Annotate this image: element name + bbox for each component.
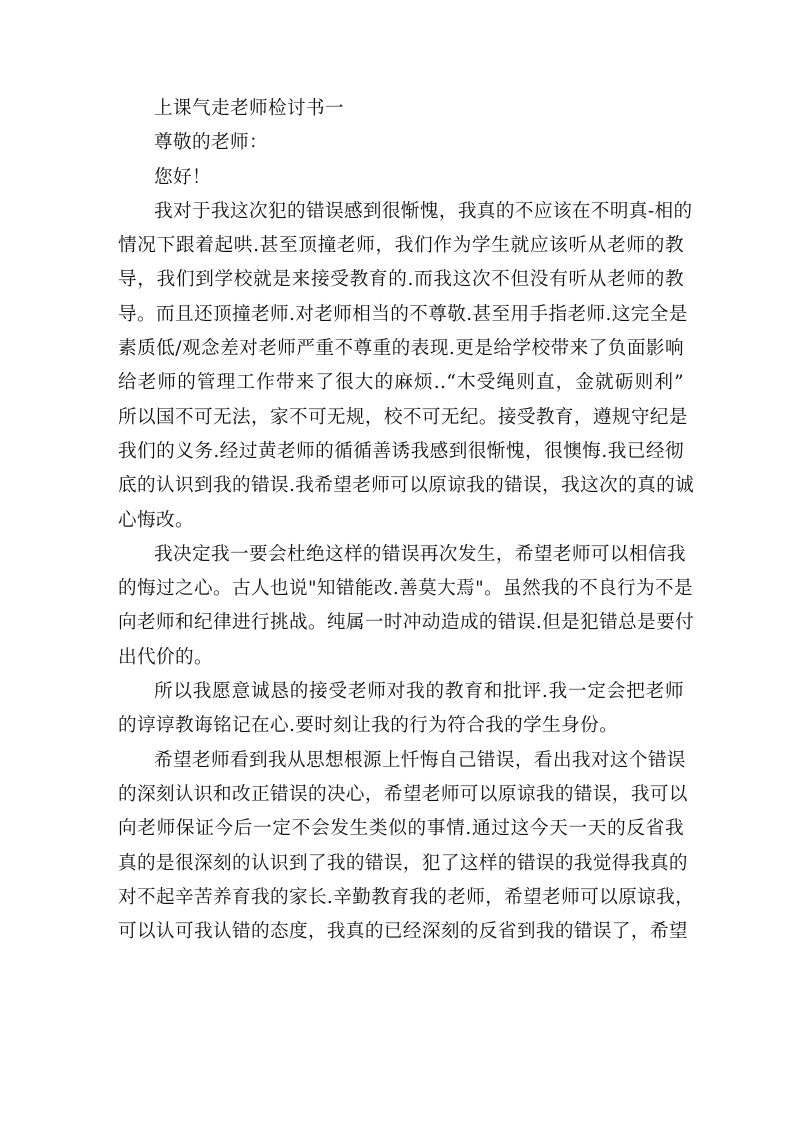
paragraph-line: 导。而且还顶撞老师.对老师相当的不尊敬.甚至用手指老师.这完全是 — [118, 303, 688, 325]
paragraph-line: 给老师的管理工作带来了很大的麻烦..“木受绳则直，金就砺则利” — [118, 372, 684, 394]
paragraph-4 — [118, 744, 695, 950]
paragraph-line: 向老师保证今后一定不会发生类似的事情.通过这今天一天的反省我 — [118, 818, 684, 840]
paragraph-line: 的谆谆教诲铭记在心.要时刻让我的行为符合我的学生身份。 — [118, 715, 619, 737]
paragraph-line: 出代价的。 — [118, 646, 213, 668]
paragraph-line: 对不起辛苦养育我的家长.辛勤教育我的老师，希望老师可以原谅我， — [118, 886, 695, 908]
document-title: 上课气走老师检讨书一 — [154, 98, 344, 119]
paragraph-line: 素质低/观念差对老师严重不尊重的表现.更是给学校带来了负面影响 — [118, 338, 684, 360]
paragraph-line: 所以我愿意诚恳的接受老师对我的教育和批评.我一定会把老师 — [154, 681, 684, 703]
paragraph-line: 我们的义务.经过黄老师的循循善诱我感到很惭愧，很懊悔.我已经彻 — [118, 440, 684, 462]
paragraph-line: 的深刻认识和改正错误的决心，希望老师可以原谅我的错误，我可以 — [118, 783, 688, 805]
paragraph-2 — [118, 538, 695, 675]
greeting: 您好！ — [154, 166, 211, 188]
paragraph-3 — [118, 675, 684, 744]
paragraph-line: 我决定我一要会杜绝这样的错误再次发生，希望老师可以相信我 — [154, 543, 686, 565]
paragraph-line: 向老师和纪律进行挑战。纯属一时冲动造成的错误.但是犯错总是要付 — [118, 612, 695, 634]
paragraph-line: 导，我们到学校就是来接受教育的.而我这次不但没有听从老师的教 — [118, 269, 684, 291]
paragraph-line: 所以国不可无法，家不可无规，校不可无纪。接受教育，遵规守纪是 — [118, 406, 688, 428]
document-page — [118, 92, 695, 949]
paragraph-line: 希望老师看到我从思想根源上忏悔自己错误，看出我对这个错误 — [154, 749, 686, 771]
paragraph-line: 底的认识到我的错误.我希望老师可以原谅我的错误，我这次的真的诚 — [118, 475, 695, 497]
salutation: 尊敬的老师： — [154, 132, 268, 154]
paragraph-line: 可以认可我认错的态度，我真的已经深刻的反省到我的错误了，希望 — [118, 921, 688, 943]
paragraph-line: 真的是很深刻的认识到了我的错误，犯了这样的错误的我觉得我真的 — [118, 852, 688, 874]
paragraph-line: 的悔过之心。古人也说"知错能改.善莫大焉"。虽然我的不良行为不是 — [118, 578, 694, 600]
paragraph-line: 情况下跟着起哄.甚至顶撞老师，我们作为学生就应该听从老师的教 — [118, 235, 684, 257]
paragraph-line: 我对于我这次犯的错误感到很惭愧，我真的不应该在不明真-相的 — [154, 200, 693, 222]
paragraph-1 — [118, 195, 695, 538]
paragraph-line: 心悔改。 — [118, 509, 194, 531]
